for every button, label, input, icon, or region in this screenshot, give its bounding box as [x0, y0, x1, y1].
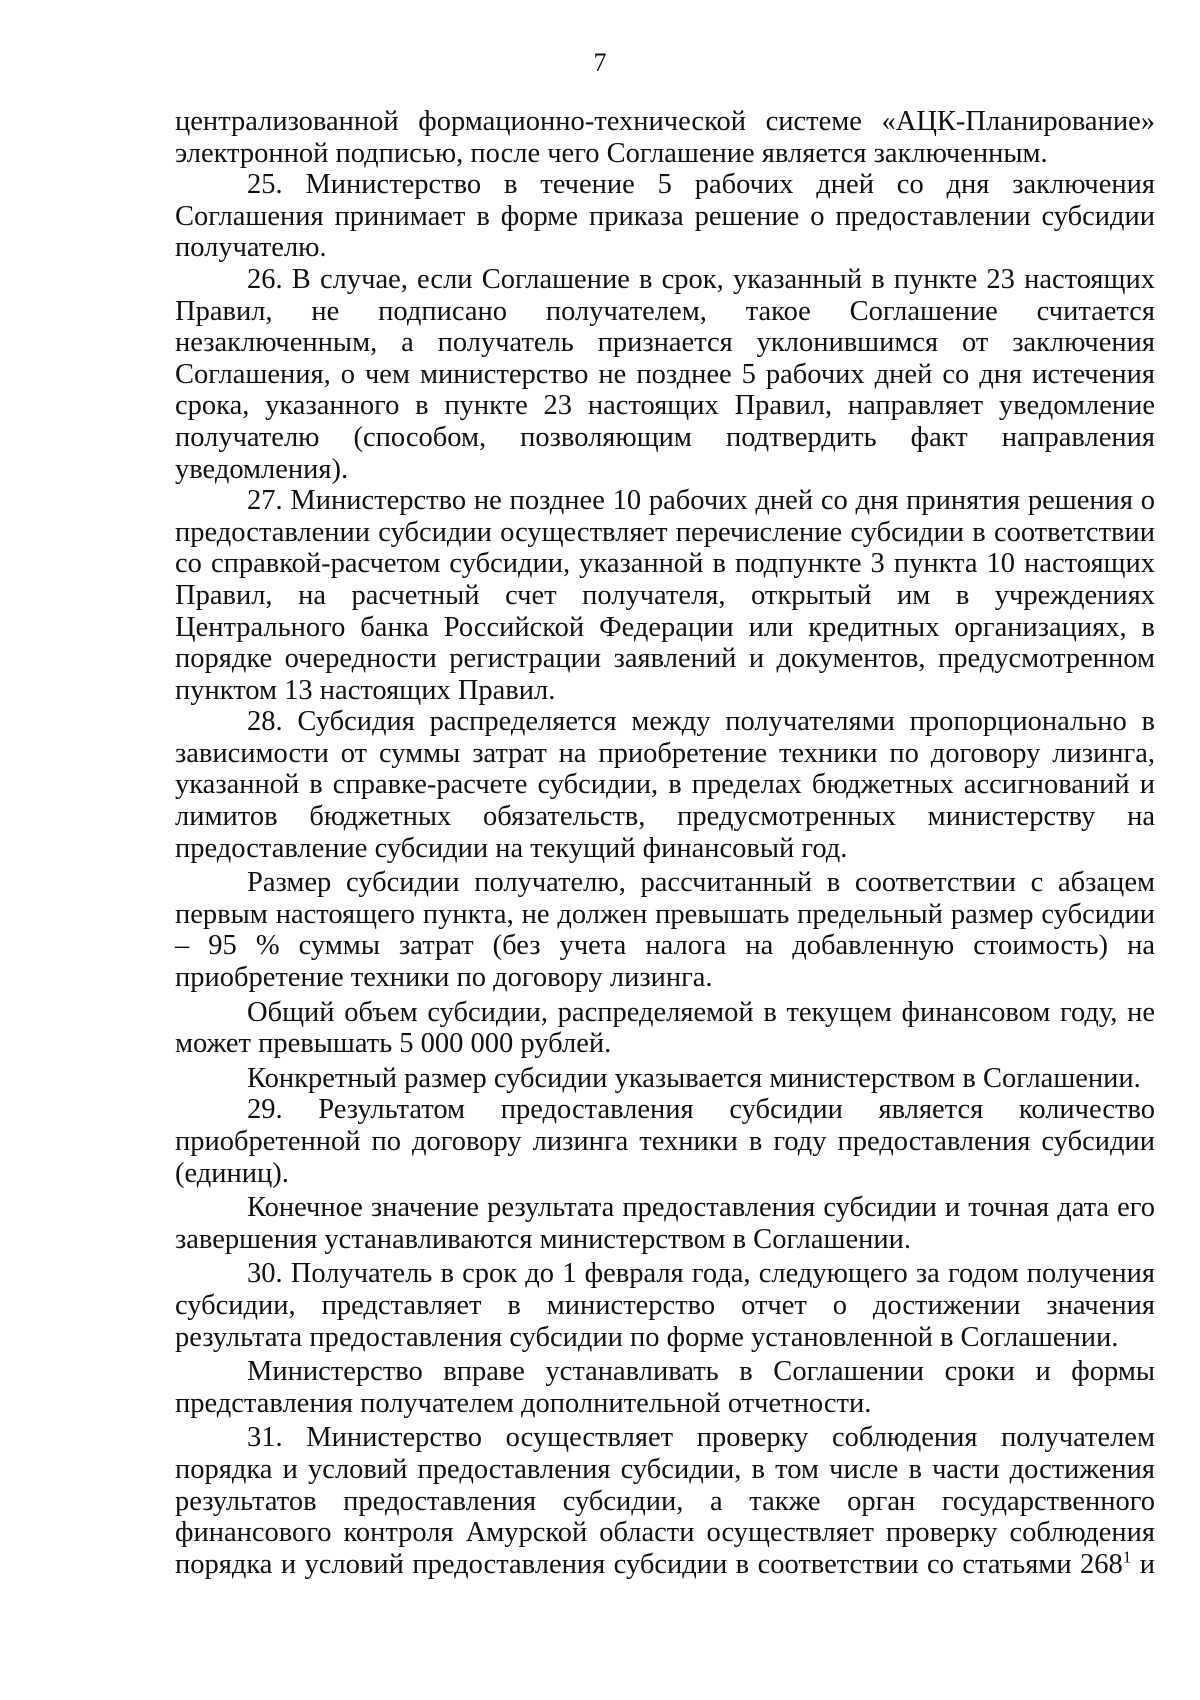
- paragraph-27: 27. Министерство не позднее 10 рабочих дней со дня принятия решения о предоставлении субсидии осуществляет перечисление субсидии в соответствии со справкой-расчетом субсидии, указанной в подпункте 3 пункта 10 настоящих Правил, на расчетный счет получателя, открытый им в учреждениях Центрального банка Российской Федерации или кредитных организациях, в порядке очередности регистрации заявлений и документов, предусмотренном пунктом 13 настоящих Правил.: [175, 485, 1155, 706]
- paragraph-31: [175, 1422, 1155, 1580]
- paragraph-28-specific-size: Конкретный размер субсидии указывается министерством в Соглашении.: [247, 1062, 1141, 1094]
- paragraph-29-final-value: Конечное значение результата предоставления субсидии и точная дата его завершения устанавливаются министерством в Соглашении.: [175, 1192, 1155, 1255]
- paragraph-30-additional-reporting: Министерство вправе устанавливать в Соглашении сроки и формы представления получателем дополнительной отчетности.: [175, 1356, 1155, 1419]
- paragraph-31-tail: и: [1131, 1548, 1155, 1580]
- paragraph-30: 30. Получатель в срок до 1 февраля года, следующего за годом получения субсидии, представляет в министерство отчет о достижении значения результата предоставления субсидии по форме установленной в Соглашении.: [175, 1258, 1155, 1353]
- paragraph-26: 26. В случае, если Соглашение в срок, указанный в пункте 23 настоящих Правил, не подписано получателем, такое Соглашение считается незаключенным, а получатель признается уклонившимся от заключения Соглашения, о чем министерство не позднее 5 рабочих дней со дня истечения срока, указанного в пункте 23 настоящих Правил, направляет уведомление получателю (способом, позволяющим подтвердить факт направления уведомления).: [175, 263, 1155, 485]
- document-body: [175, 106, 1155, 1580]
- paragraph-28: 28. Субсидия распределяется между получателями пропорционально в зависимости от суммы затрат на приобретение техники по договору лизинга, указанной в справке-расчете субсидии, в пределах бюджетных ассигнований и лимитов бюджетных обязательств, предусмотренных министерству на предоставление субсидии на текущий финансовый год.: [175, 706, 1155, 864]
- footnote-superscript: 1: [1122, 1547, 1132, 1567]
- paragraph-continuation: централизованной формационно-технической системе «АЦК-Планирование» электронной подписью, после чего Соглашение является заключенным.: [175, 106, 1155, 169]
- paragraph-28-total-volume: Общий объем субсидии, распределяемой в текущем финансовом году, не может превышать 5 000 000 рублей.: [175, 996, 1155, 1060]
- paragraph-31-text: 31. Министерство осуществляет проверку соблюдения получателем порядка и условий предоставления субсидии, в том числе в части достижения результатов предоставления субсидии, а также орган государственного финансового контроля Амурской области осуществляет проверку соблюдения порядка и условий предоставления субсидии в соответствии со статьями 268: [175, 1422, 1155, 1580]
- paragraph-29: 29. Результатом предоставления субсидии является количество приобретенной по договору лизинга техники в году предоставления субсидии (единиц).: [175, 1094, 1155, 1189]
- paragraph-25: 25. Министерство в течение 5 рабочих дней со дня заключения Соглашения принимает в форме приказа решение о предоставлении субсидии получателю.: [175, 169, 1155, 264]
- page-number: 7: [593, 48, 607, 77]
- paragraph-28-subsidy-size: Размер субсидии получателю, рассчитанный в соответствии с абзацем первым настоящего пункта, не должен превышать предельный размер субсидии – 95 % суммы затрат (без учета налога на добавленную стоимость) на приобретение техники по договору лизинга.: [175, 867, 1155, 994]
